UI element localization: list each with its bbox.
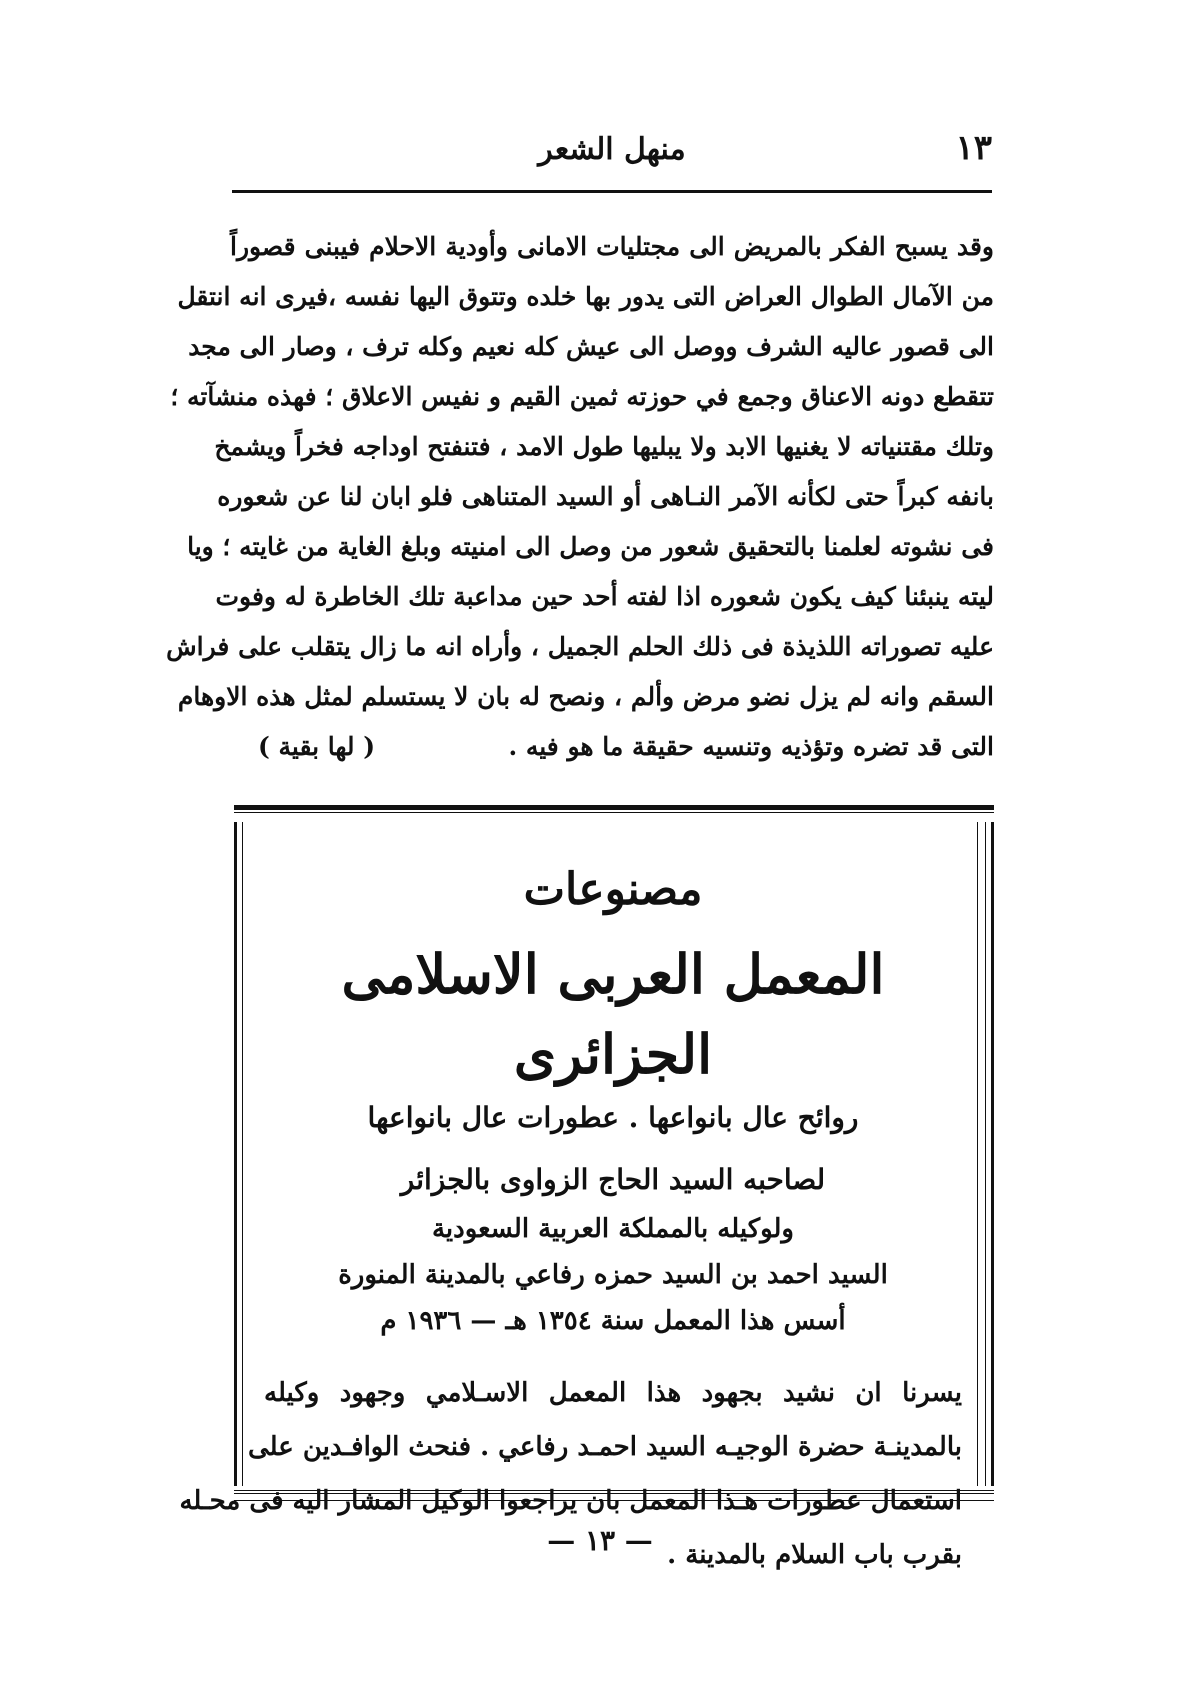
ad-company-name: المعمل العربى الاسلامى الجزائرى (341, 942, 885, 1086)
article-body (166, 222, 994, 772)
frame-left-inner-line (242, 822, 243, 1486)
continued-note: ( لها بقية ) (258, 732, 376, 761)
article-last-line (230, 722, 994, 772)
ad-bottom-rule (234, 1490, 994, 1494)
article-line: السقم وانه لم يزل نضو مرض وألم ، ونصح له بان لا يستسلم لمثل هذه الاوهام (177, 682, 994, 711)
ad-paragraph-line: استعمال عطورات هـذا المعمل بان يراجعوا الوكيل المشار اليه فى محـله (179, 1486, 962, 1516)
article-line: من الآمال الطوال العراض التى يدور بها خلده وتتوق اليها نفسه ،فيرى انه انتقل (177, 282, 994, 311)
footer-page-number: — ١٣ — (547, 1524, 653, 1557)
ad-paragraph-line: بالمدينـة حضرة الوجيـه السيد احمـد رفاعي . فنحث الوافـدين على (248, 1432, 962, 1462)
header-title: منهل الشعر (538, 132, 686, 167)
article-last-line-text: التى قد تضره وتؤذيه وتنسيه حقيقة ما هو فيه . (508, 732, 994, 761)
article-line: عليه تصوراته اللذيذة فى ذلك الحلم الجميل ، وأراه انه ما زال يتقلب على فراش (166, 632, 994, 661)
ad-founded: أسس هذا المعمل سنة ١٣٥٤ هـ — ١٩٣٦ م (380, 1306, 846, 1336)
frame-right-line (991, 822, 994, 1486)
ad-agent: ولوكيله بالمملكة العربية السعودية (431, 1214, 794, 1244)
article-line: ليته ينبئنا كيف يكون شعوره اذا لفته أحد حين مداعبة تلك الخاطرة له وفوت (215, 582, 994, 611)
frame-right-inner-line (985, 822, 986, 1486)
ad-paragraph-line: يسرنا ان نشيد بجهود هذا المعمل الاسـلامي وجهود وكيله (264, 1378, 962, 1408)
frame-right-inner-line-2 (977, 822, 978, 1486)
ad-bottom-rule-thin (234, 1500, 994, 1501)
ad-top-rule-thin (234, 812, 994, 813)
ad-agent-name: السيد احمد بن السيد حمزه رفاعي بالمدينة المنورة (338, 1260, 888, 1290)
article-line: تتقطع دونه الاعناق وجمع في حوزته ثمين القيم و نفيس الاعلاق ؛ فهذه منشآته ؛ (170, 382, 994, 411)
article-line: بانفه كبراً حتى لكأنه الآمر النـاهى أو السيد المتناهى فلو ابان لنا عن شعوره (217, 482, 994, 511)
ad-products: روائح عال بانواعها . عطورات عال بانواعها (367, 1101, 859, 1134)
article-line: وقد يسبح الفكر بالمريض الى مجتليات الامانى وأودية الاحلام فيبنى قصوراً (230, 232, 994, 261)
article-line: فى نشوته لعلمنا بالتحقيق شعور من وصل الى امنيته وبلغ الغاية من غايته ؛ ويا (187, 532, 994, 561)
frame-left-line (234, 822, 237, 1486)
page-header (232, 128, 992, 178)
ad-paragraph-last-line: بقرب باب السلام بالمدينة . (667, 1540, 962, 1570)
header-rule (232, 190, 992, 193)
article-line: الى قصور عاليه الشرف ووصل الى عيش كله نعيم وكله ترف ، وصار الى مجد (188, 332, 994, 361)
ad-owner: لصاحبه السيد الحاج الزواوى بالجزائر (400, 1163, 826, 1196)
ad-top-rule (234, 805, 994, 810)
advertisement-content (179, 822, 966, 1582)
advertisement-box (179, 822, 994, 1570)
article-line: وتلك مقتنياته لا يغنيها الابد ولا يبليها طول الامد ، فتنفتح اوداجه فخراً ويشمخ (214, 432, 994, 461)
ad-heading: مصنوعات (523, 864, 703, 915)
header-page-number: ١٣ (955, 128, 992, 168)
